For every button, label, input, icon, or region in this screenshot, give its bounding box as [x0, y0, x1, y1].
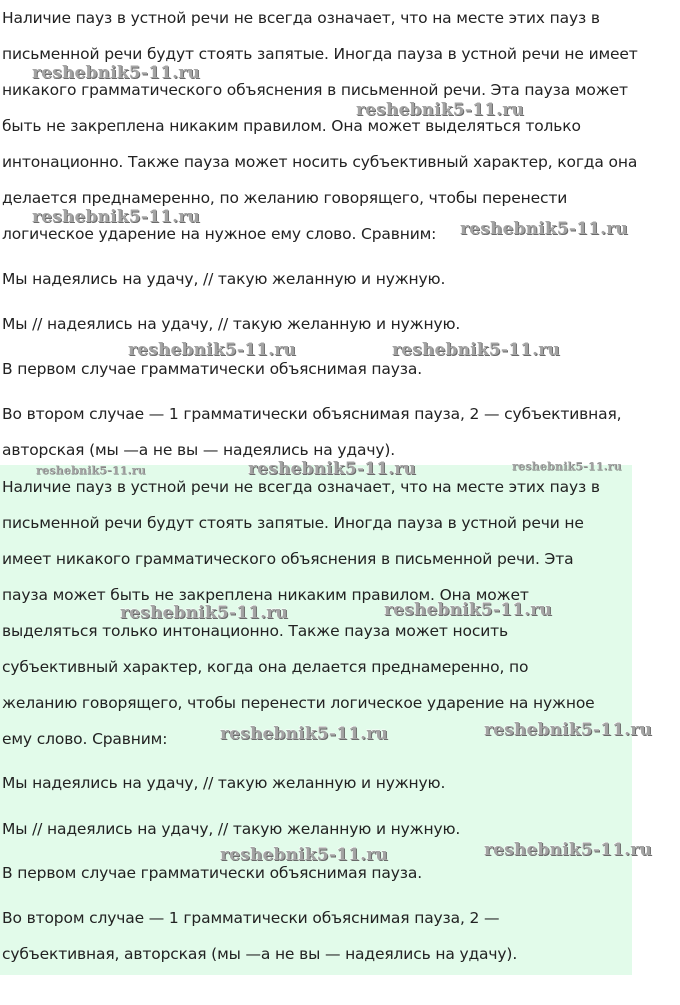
watermark-text: reshebnik5-11.ru — [384, 600, 552, 620]
paragraph-line: ему слово. Сравним: — [2, 730, 168, 748]
comment-line: Во втором случае — 1 грамматически объяснимая пауза, 2 — субъективная, — [2, 405, 622, 423]
comment-line: В первом случае грамматически объяснимая пауза. — [2, 864, 422, 882]
comment-line: авторская (мы —а не вы — надеялись на удачу). — [2, 441, 396, 459]
paragraph-line: логическое ударение на нужное ему слово. Сравним: — [2, 225, 437, 243]
watermark-text: reshebnik5-11.ru — [484, 840, 652, 860]
paragraph-line: интонационно. Также пауза может носить субъективный характер, когда она — [2, 153, 638, 171]
paragraph-line: Наличие пауз в устной речи не всегда означает, что на месте этих пауз в — [2, 9, 600, 27]
paragraph-line: желанию говорящего, чтобы перенести логическое ударение на нужное — [2, 694, 595, 712]
watermark-text: reshebnik5-11.ru — [356, 100, 524, 120]
watermark-text: reshebnik5-11.ru — [460, 219, 628, 239]
comment-line: субъективная, авторская (мы —а не вы — надеялись на удачу). — [2, 945, 518, 963]
watermark-text: reshebnik5-11.ru — [220, 845, 388, 865]
paragraph-line: быть не закреплена никаким правилом. Она может выделяться только — [2, 117, 581, 135]
paragraph-line: Наличие пауз в устной речи не всегда означает, что на месте этих пауз в — [2, 478, 600, 496]
watermark-text: reshebnik5-11.ru — [120, 603, 288, 623]
watermark-text: reshebnik5-11.ru — [484, 720, 652, 740]
paragraph-line: имеет никакого грамматического объяснения в письменной речи. Эта — [2, 550, 574, 568]
example-sentence-2: Мы // надеялись на удачу, // такую желанную и нужную. — [2, 315, 461, 333]
watermark-text: reshebnik5-11.ru — [512, 460, 622, 473]
text-block-plain — [0, 0, 680, 465]
paragraph-line: письменной речи будут стоять запятые. Иногда пауза в устной речи не имеет — [2, 45, 638, 63]
watermark-text: reshebnik5-11.ru — [128, 340, 296, 360]
paragraph-line: никакого грамматического объяснения в письменной речи. Эта пауза может — [2, 81, 628, 99]
watermark-text: reshebnik5-11.ru — [32, 207, 200, 227]
watermark-text: reshebnik5-11.ru — [220, 724, 388, 744]
paragraph-line: делается преднамеренно, по желанию говорящего, чтобы перенести — [2, 189, 568, 207]
watermark-text: reshebnik5-11.ru — [32, 63, 200, 83]
paragraph-line: выделяться только интонационно. Также пауза может носить — [2, 622, 509, 640]
example-sentence-1: Мы надеялись на удачу, // такую желанную и нужную. — [2, 774, 446, 792]
comment-line: В первом случае грамматически объяснимая пауза. — [2, 360, 422, 378]
text-block-highlighted — [0, 465, 632, 975]
example-sentence-2: Мы // надеялись на удачу, // такую желанную и нужную. — [2, 820, 461, 838]
watermark-text: reshebnik5-11.ru — [248, 459, 416, 479]
watermark-text: reshebnik5-11.ru — [392, 340, 560, 360]
paragraph-line: субъективный характер, когда она делается преднамеренно, по — [2, 658, 529, 676]
comment-line: Во втором случае — 1 грамматически объяснимая пауза, 2 — — [2, 909, 500, 927]
paragraph-line: пауза может быть не закреплена никаким правилом. Она может — [2, 586, 529, 604]
example-sentence-1: Мы надеялись на удачу, // такую желанную и нужную. — [2, 270, 446, 288]
paragraph-line: письменной речи будут стоять запятые. Иногда пауза в устной речи не — [2, 514, 584, 532]
watermark-text: reshebnik5-11.ru — [36, 464, 146, 477]
